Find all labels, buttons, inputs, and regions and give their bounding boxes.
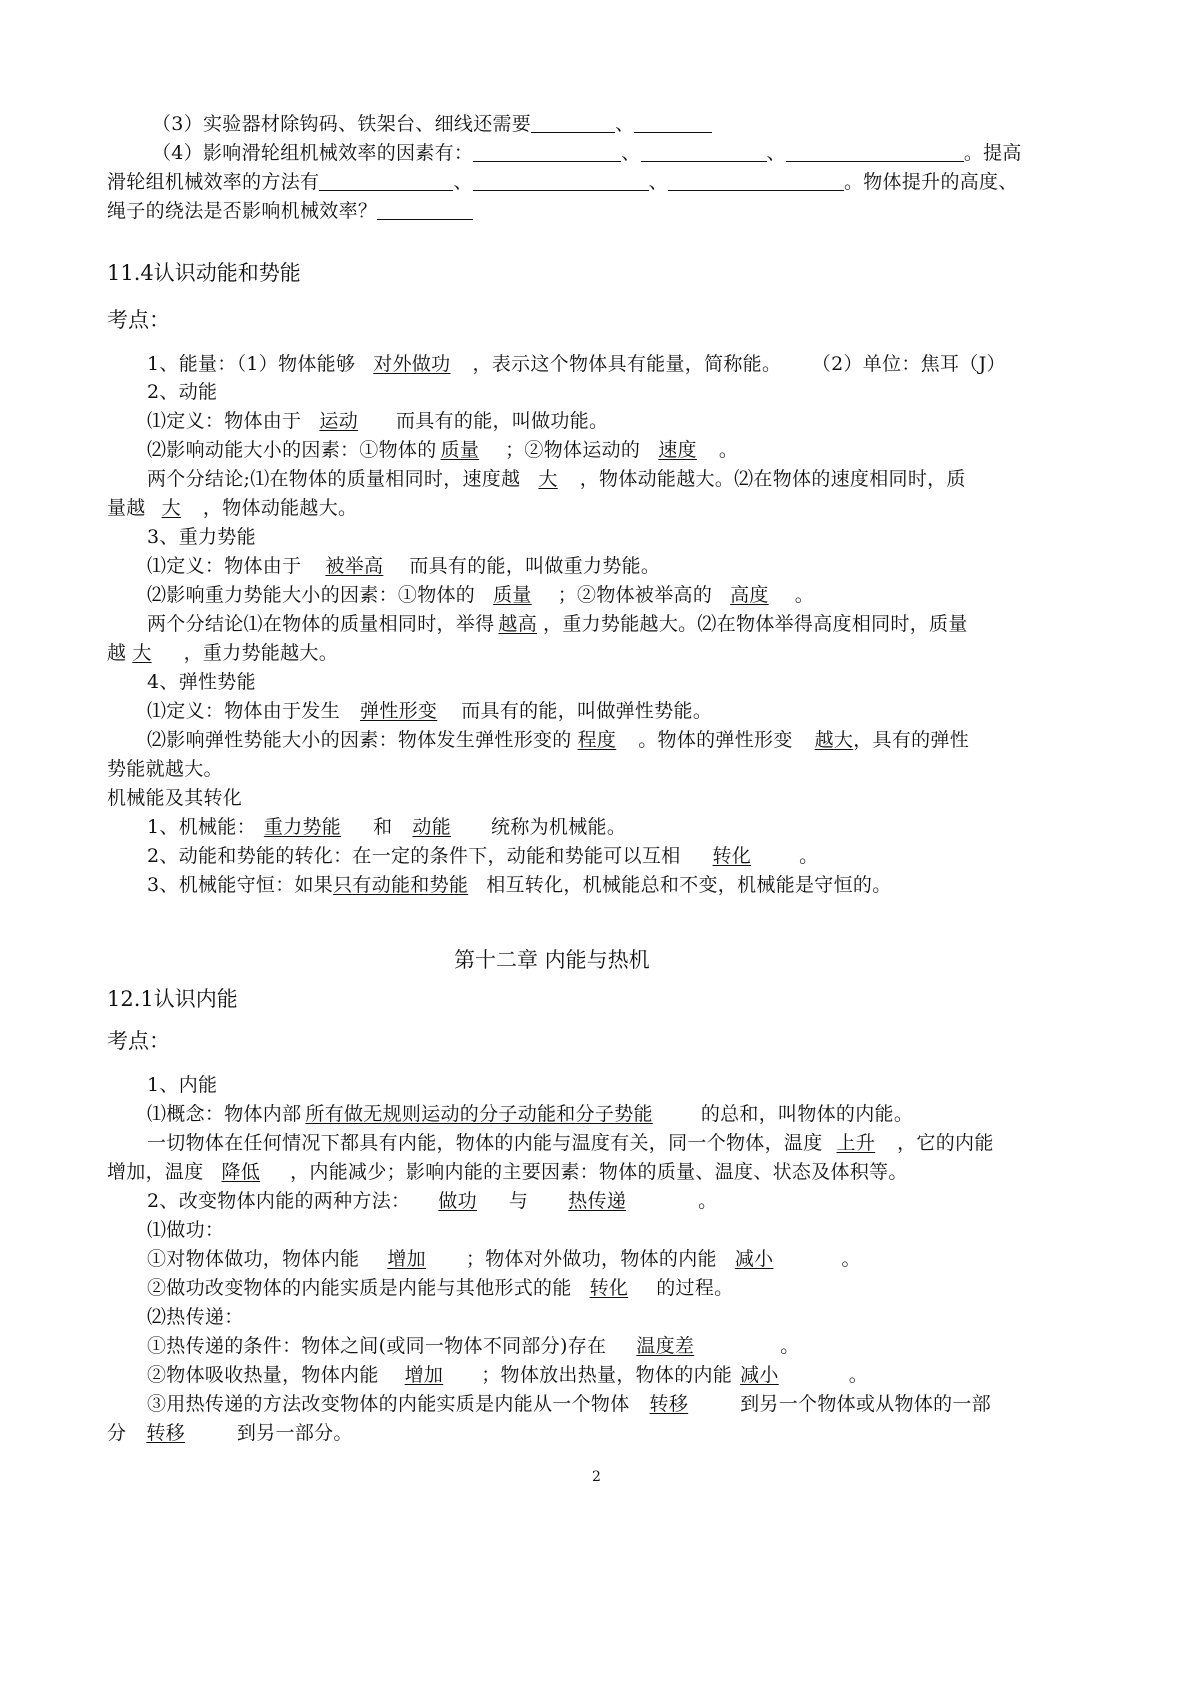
filled-answer: 质量 xyxy=(440,439,480,461)
filled-answer: 做功 xyxy=(438,1190,477,1212)
internal-energy-concept xyxy=(147,1102,913,1126)
question-3-text: （3）实验器材除钩码、铁架台、细线还需要 xyxy=(152,113,532,135)
question-4-text: 滑轮组机械效率的方法有 xyxy=(107,171,320,193)
filled-answer: 对外做功 xyxy=(373,353,451,375)
gravity-factors xyxy=(147,583,814,607)
answer-blank xyxy=(668,172,844,191)
text: （2）单位：焦耳（J） xyxy=(821,353,1006,375)
text: 。 xyxy=(841,1248,861,1270)
question-4-text-end: 。提高 xyxy=(963,142,1022,164)
filled-answer: 转移 xyxy=(649,1393,689,1415)
text: 两个分结论;⑴在物体的质量相同时，速度越 xyxy=(147,468,521,490)
internal-energy-title: 1、内能 xyxy=(147,1074,218,1096)
text: 1、能量：（1）物体能够 xyxy=(147,353,356,375)
text: ，物体动能越大。 xyxy=(202,497,358,519)
text: ；物体对外做功，物体的内能 xyxy=(465,1248,717,1270)
filled-answer: 速度 xyxy=(658,439,697,461)
heat-transfer-line1 xyxy=(147,1334,800,1358)
text: 。 xyxy=(780,1335,800,1357)
text: ，重力势能越大。⑵在物体举得高度相同时，质量 xyxy=(543,613,968,635)
filled-answer: 动能 xyxy=(412,816,452,838)
mechanical-energy-line3 xyxy=(147,873,892,897)
internal-energy-paragraph-cont xyxy=(107,1160,908,1184)
text: ；物体放出热量，物体的内能 xyxy=(481,1364,733,1386)
filled-answer: 弹性形变 xyxy=(360,700,438,722)
text: 而具有的能，叫做重力势能。 xyxy=(409,555,661,577)
mechanical-energy-title: 机械能及其转化 xyxy=(107,787,243,809)
text: ②物体吸收热量，物体内能 xyxy=(147,1364,379,1386)
gravity-definition xyxy=(147,554,660,578)
text: ，重力势能越大。 xyxy=(183,642,339,664)
filled-answer: 质量 xyxy=(493,584,532,606)
text: 相互转化，机械能总和不变，机械能是守恒的。 xyxy=(486,874,892,896)
text: ⑴概念：物体内部 xyxy=(147,1103,302,1125)
separator: 、 xyxy=(766,142,786,164)
filled-answer: 越高 xyxy=(498,613,538,635)
filled-answer: 上升 xyxy=(836,1132,876,1154)
separator: 、 xyxy=(615,113,635,135)
mechanical-energy-line1 xyxy=(147,815,626,839)
kinetic-definition xyxy=(147,409,608,433)
change-methods xyxy=(147,1189,717,1213)
elastic-definition xyxy=(147,699,712,723)
filled-answer: 大 xyxy=(538,468,558,490)
text: 的总和，叫物体的内能。 xyxy=(700,1103,914,1125)
question-3 xyxy=(152,112,712,136)
text: 。 xyxy=(794,584,815,606)
heat-transfer-title: ⑵热传递： xyxy=(147,1306,244,1328)
filled-answer: 大 xyxy=(132,642,152,664)
filled-answer: 减小 xyxy=(740,1364,779,1386)
text: 2、动能和势能的转化：在一定的条件下，动能和势能可以互相 xyxy=(147,845,681,867)
text: ③用热传递的方法改变物体的内能实质是内能从一个物体 xyxy=(147,1393,630,1415)
text: ⑴定义：物体由于发生 xyxy=(147,700,341,722)
mechanical-energy-line2 xyxy=(147,844,818,868)
filled-answer: 越大 xyxy=(814,729,854,751)
gravity-conclusion-cont xyxy=(107,641,338,665)
answer-blank xyxy=(634,114,712,133)
answer-blank xyxy=(641,143,767,162)
text: ①热传递的条件：物体之间(或同一物体不同部分)存在 xyxy=(147,1335,607,1357)
text: 到另一个物体或从物体的一部 xyxy=(740,1393,992,1415)
gravity-title: 3、重力势能 xyxy=(147,526,256,548)
answer-blank xyxy=(319,172,453,191)
text: ；②物体运动的 xyxy=(505,439,641,461)
text: 到另一部分。 xyxy=(236,1422,353,1444)
text: 而具有的能，叫做功能。 xyxy=(396,410,609,432)
text: ；②物体被举高的 xyxy=(557,584,713,606)
text: ②做功改变物体的内能实质是内能与其他形式的能 xyxy=(147,1277,572,1299)
separator: 、 xyxy=(621,142,641,164)
answer-blank xyxy=(531,114,615,133)
filled-answer: 增加 xyxy=(387,1248,426,1270)
text: 3、机械能守恒：如果 xyxy=(147,874,334,896)
work-title: ⑴做功： xyxy=(147,1219,225,1241)
work-line2 xyxy=(147,1276,733,1300)
filled-answer: 增加 xyxy=(404,1364,444,1386)
answer-blank xyxy=(473,172,649,191)
text: 分 xyxy=(107,1422,127,1444)
filled-answer: 降低 xyxy=(221,1161,261,1183)
question-4-line1 xyxy=(152,141,1022,165)
filled-answer: 转移 xyxy=(146,1422,185,1444)
text: 和 xyxy=(373,816,393,838)
filled-answer: 温度差 xyxy=(636,1335,695,1357)
kinetic-conclusion xyxy=(147,467,966,491)
work-line1 xyxy=(147,1247,861,1271)
text: 两个分结论⑴在物体的质量相同时，举得 xyxy=(147,613,495,635)
text: ，物体动能越大。⑵在物体的速度相同时，质 xyxy=(579,468,966,490)
separator: 、 xyxy=(453,171,473,193)
text: 1、机械能： xyxy=(147,816,256,838)
text: 。物体的弹性形变 xyxy=(638,729,793,751)
kaodian-label: 考点： xyxy=(107,1029,170,1053)
heat-transfer-line2 xyxy=(147,1363,868,1387)
text: ⑵影响动能大小的因素：①物体的 xyxy=(147,439,437,461)
heat-transfer-line3 xyxy=(147,1392,991,1416)
text: ，它的内能 xyxy=(897,1132,994,1154)
page-number: 2 xyxy=(592,1469,601,1485)
elastic-factors xyxy=(147,728,969,752)
text: 2、改变物体内能的两种方法： xyxy=(147,1190,411,1212)
text: 越 xyxy=(107,642,127,664)
section-title-11-4: 11.4认识动能和势能 xyxy=(107,261,301,285)
text: ⑴定义：物体由于 xyxy=(147,555,302,577)
filled-answer: 运动 xyxy=(319,410,359,432)
answer-blank xyxy=(377,201,473,220)
text: 。 xyxy=(799,845,819,867)
filled-answer: 重力势能 xyxy=(263,816,342,838)
text: 量越 xyxy=(107,497,146,519)
text: 增加，温度 xyxy=(107,1161,204,1183)
text: 。 xyxy=(698,1190,718,1212)
chapter-title: 第十二章 内能与热机 xyxy=(454,948,650,972)
text: ，内能减少；影响内能的主要因素：物体的质量、温度、状态及体积等。 xyxy=(290,1161,908,1183)
filled-answer: 热传递 xyxy=(568,1190,627,1212)
question-4-line3 xyxy=(107,199,473,223)
text: ⑵影响弹性势能大小的因素：物体发生弹性形变的 xyxy=(147,729,572,751)
filled-answer: 转化 xyxy=(589,1277,629,1299)
filled-answer: 所有做无规则运动的分子动能和分子势能 xyxy=(305,1103,653,1125)
filled-answer: 大 xyxy=(161,497,181,519)
question-4-text: （4）影响滑轮组机械效率的因素有： xyxy=(152,142,474,164)
kaodian-label: 考点： xyxy=(107,308,170,332)
text: ，表示这个物体具有能量，简称能。 xyxy=(472,353,782,375)
filled-answer: 减小 xyxy=(734,1248,774,1270)
text: ⑴定义：物体由于 xyxy=(147,410,302,432)
gravity-conclusion xyxy=(147,612,968,636)
internal-energy-paragraph xyxy=(147,1131,994,1155)
question-4-text-end: 。物体提升的高度、 xyxy=(843,171,1018,193)
kinetic-conclusion-cont xyxy=(107,496,357,520)
elastic-title: 4、弹性势能 xyxy=(147,671,256,693)
text: 。 xyxy=(848,1364,869,1386)
heat-transfer-line3-cont xyxy=(107,1421,353,1445)
elastic-factors-cont: 势能就越大。 xyxy=(107,758,223,780)
kinetic-factors xyxy=(147,438,738,462)
question-4-text: 绳子的绕法是否影响机械效率？ xyxy=(107,200,378,222)
section-title-12-1: 12.1认识内能 xyxy=(107,987,238,1011)
text: 统称为机械能。 xyxy=(491,816,627,838)
filled-answer: 高度 xyxy=(730,584,769,606)
kinetic-title: 2、动能 xyxy=(147,381,218,403)
separator: 、 xyxy=(648,171,668,193)
text: ，具有的弹性 xyxy=(853,729,970,751)
answer-blank xyxy=(786,143,964,162)
text: 而具有的能，叫做弹性势能。 xyxy=(461,700,713,722)
filled-answer: 被举高 xyxy=(325,555,384,577)
energy-line xyxy=(147,352,1006,376)
filled-answer: 只有动能和势能 xyxy=(333,874,469,896)
answer-blank xyxy=(473,143,621,162)
text: 一切物体在任何情况下都具有内能，物体的内能与温度有关，同一个物体，温度 xyxy=(147,1132,823,1154)
text: 与 xyxy=(508,1190,529,1212)
filled-answer: 程度 xyxy=(577,729,617,751)
text: ⑵影响重力势能大小的因素：①物体的 xyxy=(147,584,476,606)
text: 的过程。 xyxy=(656,1277,734,1299)
text: 。 xyxy=(718,439,739,461)
filled-answer: 转化 xyxy=(712,845,752,867)
text: ①对物体做功，物体内能 xyxy=(147,1248,360,1270)
question-4-line2 xyxy=(107,170,1018,194)
